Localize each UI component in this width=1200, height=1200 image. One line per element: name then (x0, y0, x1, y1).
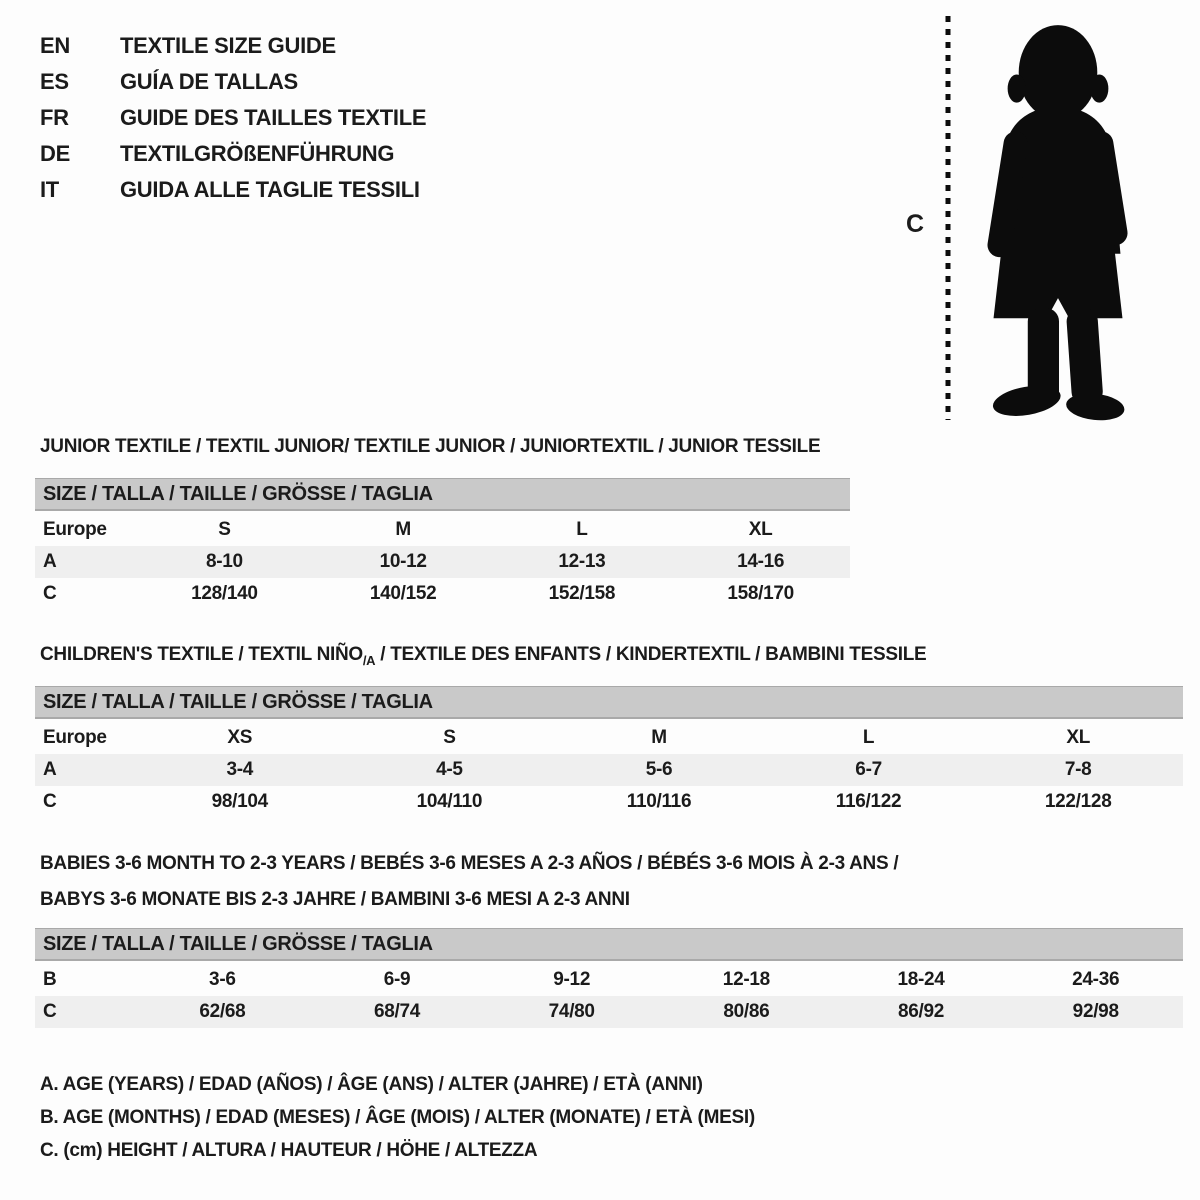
legend (40, 1068, 755, 1167)
cell-value: S (443, 727, 456, 748)
cell-value: XS (227, 727, 253, 748)
language-code: ES (40, 69, 69, 94)
babies-section-title (40, 846, 898, 918)
language-code: FR (40, 105, 69, 130)
cell-value: 86/92 (898, 1001, 945, 1022)
cell-value: 158/170 (727, 583, 794, 604)
baby-silhouette-icon (972, 14, 1144, 427)
language-row (40, 28, 426, 64)
dashed-line-icon (944, 16, 952, 420)
language-code: EN (40, 33, 70, 58)
language-row (40, 100, 426, 136)
height-measure-line (944, 16, 952, 425)
cell-value: 12-18 (722, 969, 770, 990)
guide-title: GUÍA DE TALLAS (120, 69, 298, 94)
cell-value: 10-12 (379, 551, 427, 572)
cell-value: 6-7 (855, 759, 882, 780)
language-row (40, 136, 426, 172)
cell-value: 7-8 (1064, 759, 1092, 780)
size-header-bar: SIZE / TALLA / TAILLE / GRÖSSE / TAGLIA (35, 478, 850, 511)
row-label: B (43, 969, 57, 990)
table-row (35, 786, 1183, 818)
row-label: C (43, 791, 57, 812)
language-code: DE (40, 141, 70, 166)
language-code: IT (40, 177, 59, 202)
cell-value: 122/128 (1044, 791, 1112, 812)
cell-value: 9-12 (553, 969, 591, 990)
babies-title-line2: BABYS 3-6 MONATE BIS 2-3 JAHRE / BAMBINI 3-6 MESI A 2-3 ANNI (40, 889, 630, 910)
legend-line-a: A. AGE (YEARS) / EDAD (AÑOS) / ÂGE (ANS) / ALTER (JAHRE) / ETÀ (ANNI) (40, 1074, 703, 1095)
cell-value: 98/104 (211, 791, 268, 812)
size-header-bar: SIZE / TALLA / TAILLE / GRÖSSE / TAGLIA (35, 928, 1183, 961)
cell-value: 8-10 (205, 551, 243, 572)
cell-value: 24-36 (1072, 969, 1120, 990)
cell-value: 14-16 (737, 551, 785, 572)
cell-value: 116/122 (835, 791, 902, 812)
cell-value: S (218, 519, 231, 540)
language-row (40, 64, 426, 100)
legend-line-b: B. AGE (MONTHS) / EDAD (MESES) / ÂGE (MOIS) / ALTER (MONATE) / ETÀ (MESI) (40, 1107, 755, 1128)
language-title-list (40, 28, 426, 208)
row-label: Europe (43, 519, 107, 540)
cell-value: 6-9 (383, 969, 411, 990)
cell-value: 74/80 (548, 1001, 595, 1022)
size-header-bar: SIZE / TALLA / TAILLE / GRÖSSE / TAGLIA (35, 686, 1183, 719)
table-row (35, 754, 1183, 786)
table-row (35, 964, 1183, 996)
cell-value: 4-5 (436, 759, 463, 780)
table-row (35, 514, 850, 546)
height-measure-label: C (906, 210, 924, 238)
table-row (35, 546, 850, 578)
junior-size-table (35, 478, 850, 610)
cell-value: 104/110 (416, 791, 483, 812)
cell-value: XL (1066, 727, 1091, 748)
babies-title-line1: BABIES 3-6 MONTH TO 2-3 YEARS / BEBÉS 3-6 MESES A 2-3 AÑOS / BÉBÉS 3-6 MOIS À 2-3 ANS / (40, 853, 899, 874)
cell-value: 128/140 (191, 583, 258, 604)
children-section-title (40, 644, 926, 668)
guide-title: TEXTILGRÖßENFÜHRUNG (120, 141, 395, 166)
children-title-post: / TEXTILE DES ENFANTS / KINDERTEXTIL / BAMBINI TESSILE (375, 644, 927, 665)
cell-value: L (576, 519, 588, 540)
cell-value: 12-13 (558, 551, 606, 572)
cell-value: M (395, 519, 411, 540)
children-size-table (35, 686, 1183, 818)
cell-value: 5-6 (645, 759, 673, 780)
table-row (35, 578, 850, 610)
row-label: Europe (43, 727, 107, 748)
language-row (40, 172, 426, 208)
junior-section-title: JUNIOR TEXTILE / TEXTIL JUNIOR/ TEXTILE JUNIOR / JUNIORTEXTIL / JUNIOR TESSILE (40, 436, 821, 457)
row-label: A (43, 551, 57, 572)
legend-line-c: C. (cm) HEIGHT / ALTURA / HAUTEUR / HÖHE / ALTEZZA (40, 1140, 538, 1161)
cell-value: M (651, 727, 667, 748)
table-row (35, 996, 1183, 1028)
row-label: A (43, 759, 57, 780)
cell-value: 140/152 (369, 583, 437, 604)
row-label: C (43, 1001, 57, 1022)
cell-value: 80/86 (723, 1001, 770, 1022)
cell-value: L (862, 727, 875, 748)
table-row (35, 722, 1183, 754)
guide-title: GUIDA ALLE TAGLIE TESSILI (120, 177, 420, 202)
cell-value: 3-6 (209, 969, 236, 990)
cell-value: 110/116 (626, 791, 692, 812)
guide-title: GUIDE DES TAILLES TEXTILE (120, 105, 427, 130)
cell-value: 62/68 (199, 1001, 246, 1022)
babies-size-table (35, 928, 1183, 1028)
cell-value: 18-24 (897, 969, 945, 990)
cell-value: 152/158 (548, 583, 616, 604)
cell-value: 3-4 (226, 759, 254, 780)
row-label: C (43, 583, 57, 604)
cell-value: XL (748, 519, 773, 540)
children-title-sub: /A (362, 652, 376, 668)
cell-value: 92/98 (1072, 1001, 1119, 1022)
children-title-pre: CHILDREN'S TEXTILE / TEXTIL NIÑO (40, 644, 363, 665)
cell-value: 68/74 (373, 1001, 421, 1022)
guide-title: TEXTILE SIZE GUIDE (120, 33, 336, 58)
